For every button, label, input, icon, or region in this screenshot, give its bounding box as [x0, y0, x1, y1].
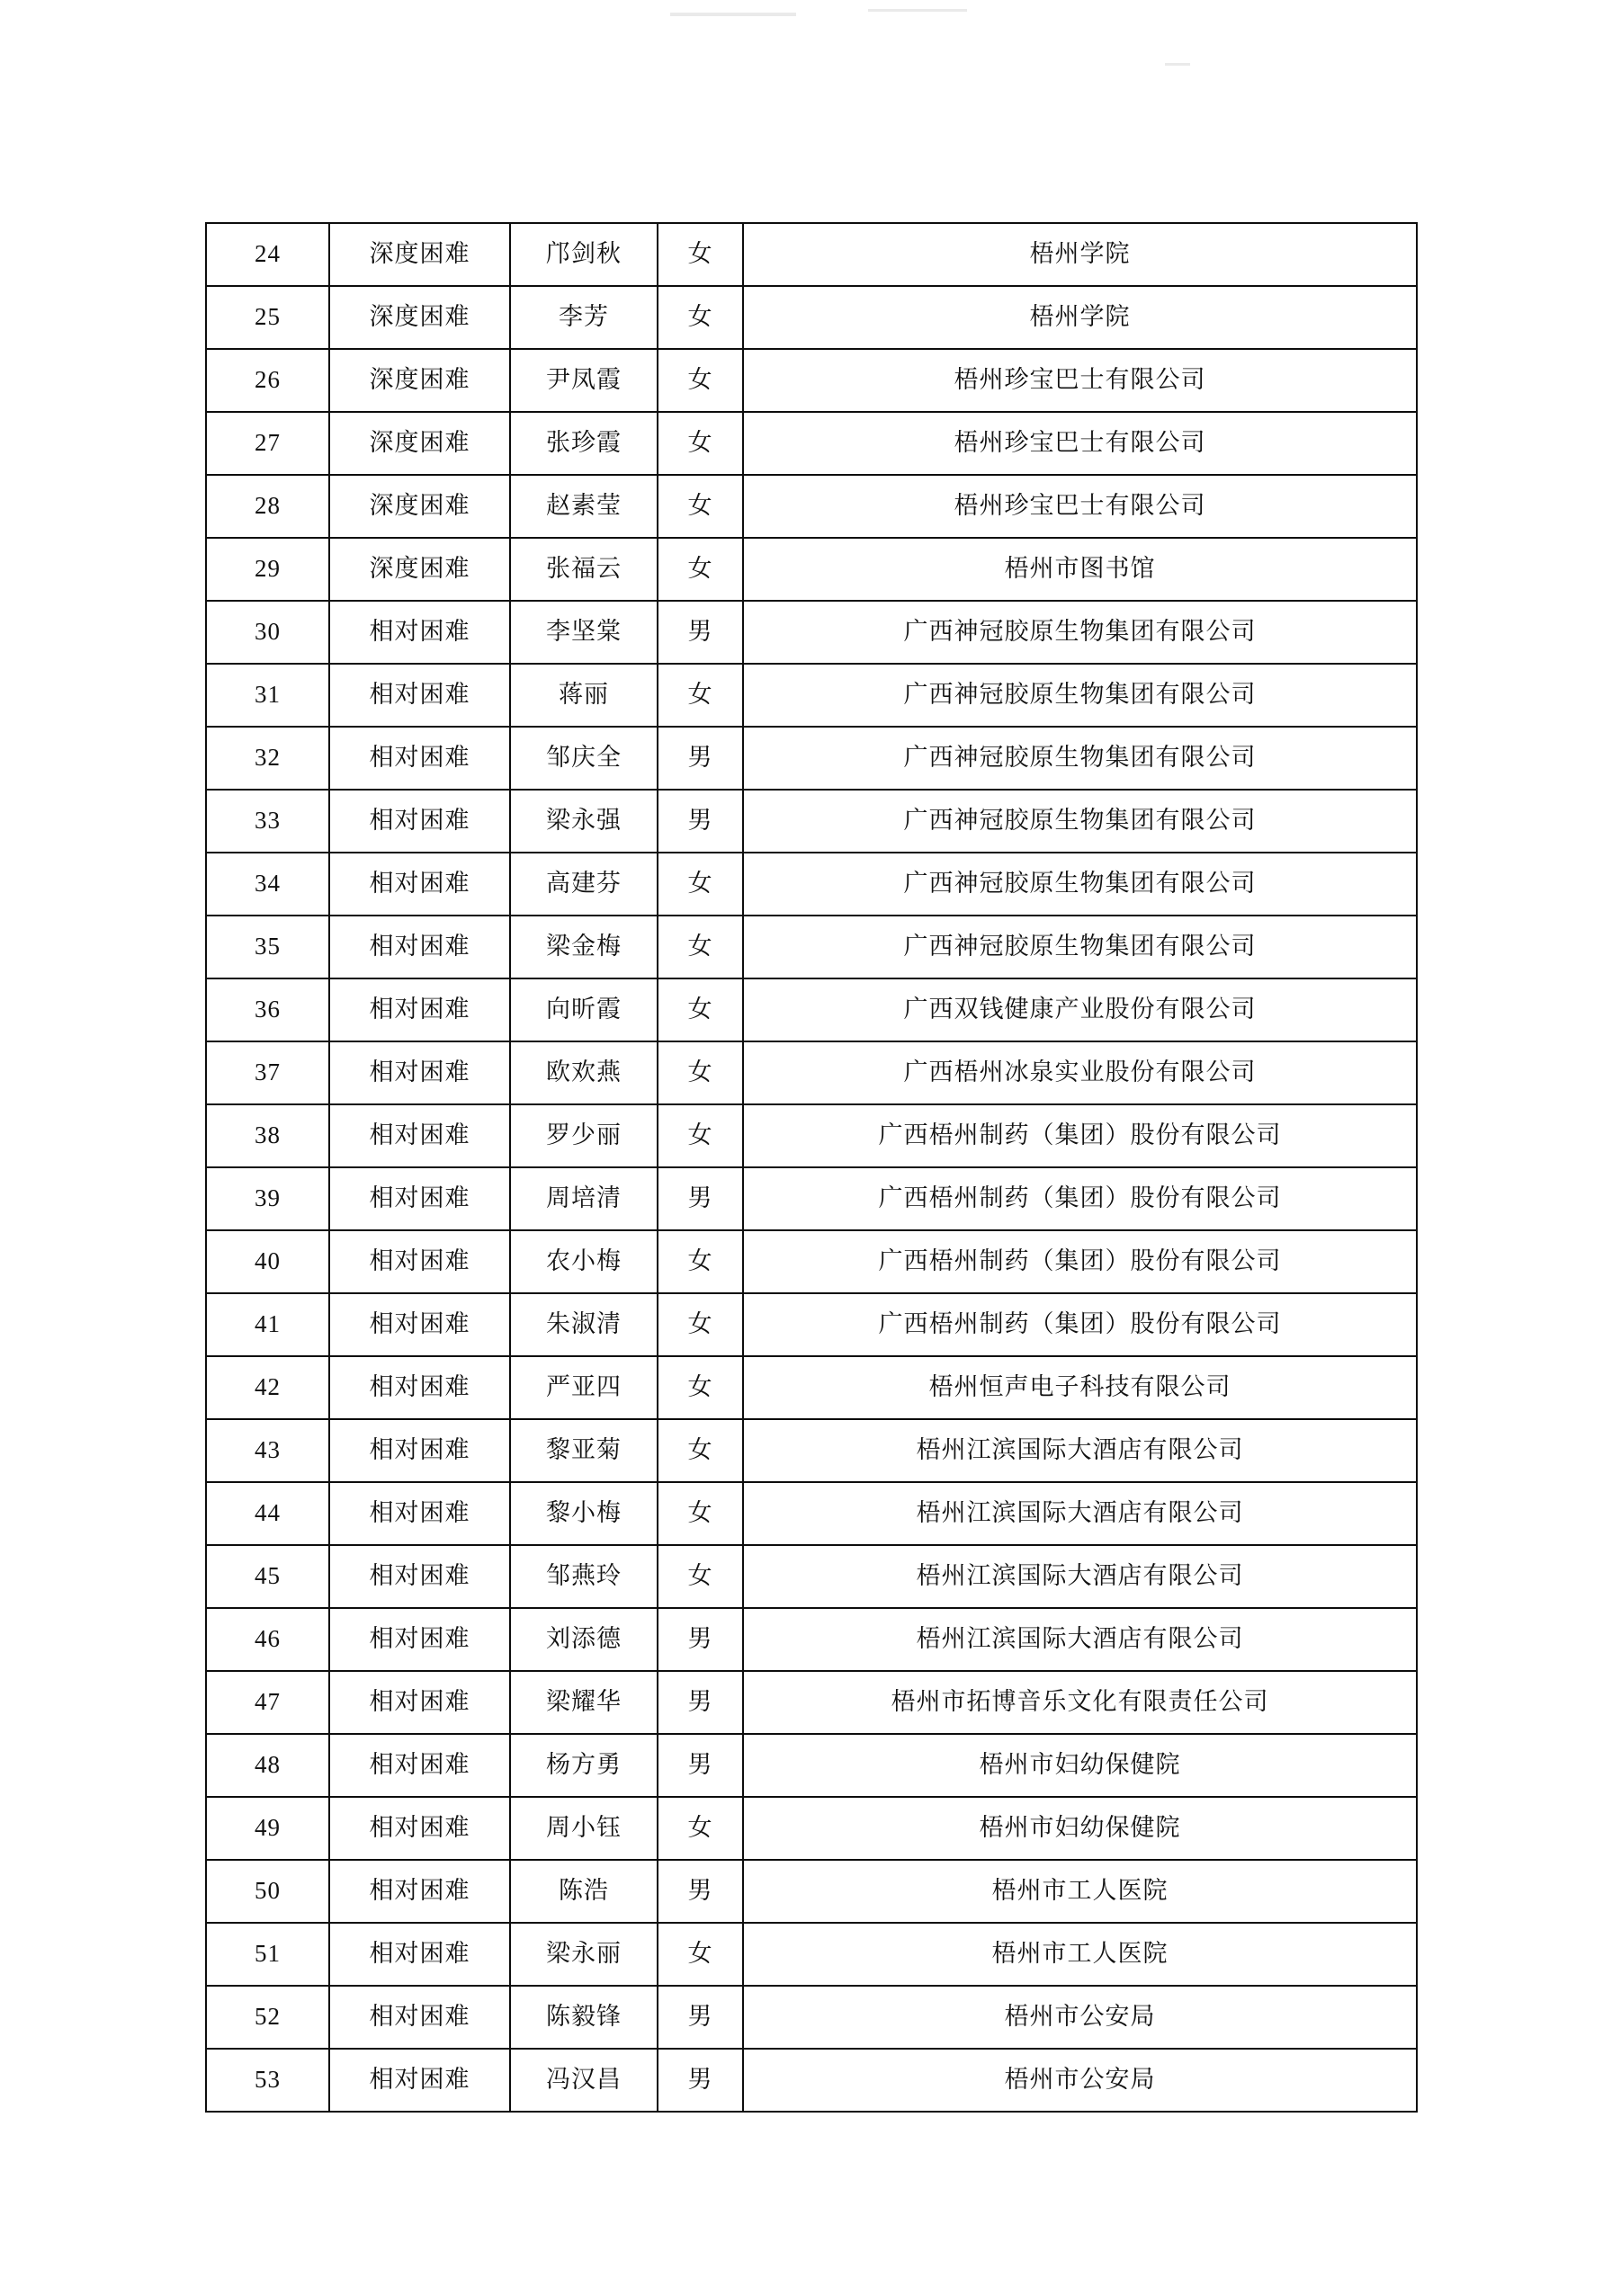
- cell-sex: 男: [658, 601, 743, 664]
- cell-index: 38: [206, 1104, 329, 1167]
- cell-sex: 女: [658, 223, 743, 286]
- cell-category: 相对困难: [329, 1797, 510, 1860]
- table-row: [206, 1608, 1417, 1671]
- cell-sex: 男: [658, 727, 743, 790]
- table-row: [206, 601, 1417, 664]
- cell-category: 相对困难: [329, 1986, 510, 2049]
- cell-name: 周培清: [510, 1167, 658, 1230]
- cell-unit: 梧州江滨国际大酒店有限公司: [743, 1608, 1417, 1671]
- table-row: [206, 1734, 1417, 1797]
- cell-name: 李芳: [510, 286, 658, 349]
- cell-index: 25: [206, 286, 329, 349]
- cell-category: 相对困难: [329, 1545, 510, 1608]
- cell-index: 35: [206, 916, 329, 978]
- cell-unit: 广西神冠胶原生物集团有限公司: [743, 664, 1417, 727]
- cell-index: 37: [206, 1041, 329, 1104]
- cell-category: 深度困难: [329, 349, 510, 412]
- cell-unit: 广西神冠胶原生物集团有限公司: [743, 601, 1417, 664]
- cell-name: 陈浩: [510, 1860, 658, 1923]
- cell-sex: 女: [658, 1104, 743, 1167]
- cell-index: 42: [206, 1356, 329, 1419]
- cell-sex: 女: [658, 1545, 743, 1608]
- cell-name: 邹燕玲: [510, 1545, 658, 1608]
- cell-unit: 梧州市图书馆: [743, 538, 1417, 601]
- cell-category: 相对困难: [329, 1608, 510, 1671]
- cell-unit: 梧州恒声电子科技有限公司: [743, 1356, 1417, 1419]
- table-row: [206, 1419, 1417, 1482]
- cell-unit: 梧州江滨国际大酒店有限公司: [743, 1545, 1417, 1608]
- cell-unit: 梧州市妇幼保健院: [743, 1797, 1417, 1860]
- scan-artifact: [670, 13, 796, 16]
- table-row: [206, 475, 1417, 538]
- cell-index: 36: [206, 978, 329, 1041]
- cell-index: 43: [206, 1419, 329, 1482]
- scan-artifact: [1165, 63, 1190, 66]
- cell-name: 张福云: [510, 538, 658, 601]
- roster-table-body: [206, 223, 1417, 2112]
- cell-name: 冯汉昌: [510, 2049, 658, 2112]
- cell-sex: 女: [658, 664, 743, 727]
- cell-name: 农小梅: [510, 1230, 658, 1293]
- cell-unit: 广西神冠胶原生物集团有限公司: [743, 790, 1417, 853]
- cell-category: 相对困难: [329, 1293, 510, 1356]
- cell-index: 30: [206, 601, 329, 664]
- cell-sex: 女: [658, 1419, 743, 1482]
- cell-name: 梁永丽: [510, 1923, 658, 1986]
- cell-category: 相对困难: [329, 978, 510, 1041]
- cell-name: 向昕霞: [510, 978, 658, 1041]
- cell-sex: 男: [658, 1167, 743, 1230]
- cell-category: 相对困难: [329, 790, 510, 853]
- cell-name: 梁永强: [510, 790, 658, 853]
- cell-name: 黎亚菊: [510, 1419, 658, 1482]
- cell-name: 高建芬: [510, 853, 658, 916]
- cell-name: 严亚四: [510, 1356, 658, 1419]
- cell-index: 50: [206, 1860, 329, 1923]
- cell-sex: 女: [658, 853, 743, 916]
- cell-name: 赵素莹: [510, 475, 658, 538]
- cell-index: 44: [206, 1482, 329, 1545]
- table-row: [206, 664, 1417, 727]
- cell-category: 深度困难: [329, 223, 510, 286]
- table-row: [206, 1671, 1417, 1734]
- cell-unit: 广西神冠胶原生物集团有限公司: [743, 727, 1417, 790]
- cell-name: 周小钰: [510, 1797, 658, 1860]
- cell-name: 尹凤霞: [510, 349, 658, 412]
- cell-sex: 女: [658, 286, 743, 349]
- cell-category: 相对困难: [329, 1734, 510, 1797]
- table-row: [206, 286, 1417, 349]
- table-row: [206, 349, 1417, 412]
- cell-unit: 梧州市妇幼保健院: [743, 1734, 1417, 1797]
- cell-sex: 女: [658, 475, 743, 538]
- cell-sex: 女: [658, 916, 743, 978]
- cell-sex: 男: [658, 1671, 743, 1734]
- cell-category: 相对困难: [329, 727, 510, 790]
- cell-category: 相对困难: [329, 1482, 510, 1545]
- cell-index: 46: [206, 1608, 329, 1671]
- cell-unit: 广西神冠胶原生物集团有限公司: [743, 853, 1417, 916]
- cell-sex: 女: [658, 1356, 743, 1419]
- cell-index: 34: [206, 853, 329, 916]
- cell-sex: 女: [658, 1293, 743, 1356]
- cell-index: 49: [206, 1797, 329, 1860]
- table-row: [206, 1167, 1417, 1230]
- table-row: [206, 978, 1417, 1041]
- cell-index: 26: [206, 349, 329, 412]
- cell-name: 邹庆全: [510, 727, 658, 790]
- cell-index: 39: [206, 1167, 329, 1230]
- cell-name: 欧欢燕: [510, 1041, 658, 1104]
- cell-name: 张珍霞: [510, 412, 658, 475]
- cell-sex: 女: [658, 978, 743, 1041]
- table-row: [206, 412, 1417, 475]
- cell-category: 相对困难: [329, 1230, 510, 1293]
- cell-unit: 梧州市拓博音乐文化有限责任公司: [743, 1671, 1417, 1734]
- cell-index: 32: [206, 727, 329, 790]
- table-row: [206, 727, 1417, 790]
- table-row: [206, 790, 1417, 853]
- cell-unit: 梧州江滨国际大酒店有限公司: [743, 1482, 1417, 1545]
- table-row: [206, 223, 1417, 286]
- cell-unit: 梧州珍宝巴士有限公司: [743, 412, 1417, 475]
- table-row: [206, 1293, 1417, 1356]
- cell-index: 47: [206, 1671, 329, 1734]
- cell-unit: 广西梧州制药（集团）股份有限公司: [743, 1104, 1417, 1167]
- cell-category: 相对困难: [329, 1356, 510, 1419]
- cell-sex: 男: [658, 2049, 743, 2112]
- table-row: [206, 538, 1417, 601]
- cell-name: 邝剑秋: [510, 223, 658, 286]
- cell-category: 相对困难: [329, 1671, 510, 1734]
- cell-sex: 女: [658, 1230, 743, 1293]
- cell-index: 48: [206, 1734, 329, 1797]
- table-row: [206, 1860, 1417, 1923]
- cell-name: 杨方勇: [510, 1734, 658, 1797]
- cell-unit: 广西梧州制药（集团）股份有限公司: [743, 1167, 1417, 1230]
- table-row: [206, 2049, 1417, 2112]
- cell-index: 28: [206, 475, 329, 538]
- cell-sex: 女: [658, 1041, 743, 1104]
- cell-category: 深度困难: [329, 412, 510, 475]
- table-row: [206, 1482, 1417, 1545]
- cell-index: 27: [206, 412, 329, 475]
- table-row: [206, 1923, 1417, 1986]
- cell-name: 刘添德: [510, 1608, 658, 1671]
- cell-unit: 广西双钱健康产业股份有限公司: [743, 978, 1417, 1041]
- cell-category: 相对困难: [329, 853, 510, 916]
- cell-sex: 女: [658, 412, 743, 475]
- cell-unit: 梧州市工人医院: [743, 1923, 1417, 1986]
- cell-category: 相对困难: [329, 1419, 510, 1482]
- cell-name: 陈毅锋: [510, 1986, 658, 2049]
- cell-category: 相对困难: [329, 1041, 510, 1104]
- cell-unit: 梧州学院: [743, 286, 1417, 349]
- cell-unit: 梧州市公安局: [743, 1986, 1417, 2049]
- cell-index: 29: [206, 538, 329, 601]
- cell-name: 罗少丽: [510, 1104, 658, 1167]
- cell-sex: 男: [658, 1986, 743, 2049]
- roster-table: [205, 222, 1418, 2113]
- table-row: [206, 1356, 1417, 1419]
- cell-category: 相对困难: [329, 1167, 510, 1230]
- table-row: [206, 1797, 1417, 1860]
- cell-name: 朱淑清: [510, 1293, 658, 1356]
- cell-unit: 梧州学院: [743, 223, 1417, 286]
- table-row: [206, 1986, 1417, 2049]
- cell-sex: 男: [658, 1608, 743, 1671]
- cell-sex: 男: [658, 790, 743, 853]
- cell-category: 相对困难: [329, 1860, 510, 1923]
- cell-category: 相对困难: [329, 664, 510, 727]
- cell-sex: 男: [658, 1860, 743, 1923]
- table-row: [206, 916, 1417, 978]
- cell-unit: 广西梧州制药（集团）股份有限公司: [743, 1293, 1417, 1356]
- cell-sex: 女: [658, 1923, 743, 1986]
- cell-unit: 梧州市公安局: [743, 2049, 1417, 2112]
- cell-category: 相对困难: [329, 2049, 510, 2112]
- table-row: [206, 1545, 1417, 1608]
- cell-index: 51: [206, 1923, 329, 1986]
- cell-category: 深度困难: [329, 475, 510, 538]
- cell-index: 53: [206, 2049, 329, 2112]
- cell-unit: 梧州珍宝巴士有限公司: [743, 475, 1417, 538]
- cell-category: 相对困难: [329, 916, 510, 978]
- cell-unit: 广西梧州制药（集团）股份有限公司: [743, 1230, 1417, 1293]
- cell-category: 相对困难: [329, 601, 510, 664]
- cell-index: 31: [206, 664, 329, 727]
- cell-name: 蒋丽: [510, 664, 658, 727]
- cell-unit: 梧州珍宝巴士有限公司: [743, 349, 1417, 412]
- cell-category: 相对困难: [329, 1923, 510, 1986]
- cell-category: 深度困难: [329, 286, 510, 349]
- cell-name: 黎小梅: [510, 1482, 658, 1545]
- cell-sex: 女: [658, 538, 743, 601]
- cell-unit: 梧州江滨国际大酒店有限公司: [743, 1419, 1417, 1482]
- cell-category: 相对困难: [329, 1104, 510, 1167]
- cell-name: 梁耀华: [510, 1671, 658, 1734]
- table-row: [206, 1041, 1417, 1104]
- table-row: [206, 853, 1417, 916]
- cell-index: 45: [206, 1545, 329, 1608]
- cell-index: 41: [206, 1293, 329, 1356]
- scan-artifact: [868, 9, 967, 12]
- cell-sex: 女: [658, 1482, 743, 1545]
- cell-sex: 男: [658, 1734, 743, 1797]
- cell-unit: 广西神冠胶原生物集团有限公司: [743, 916, 1417, 978]
- cell-index: 40: [206, 1230, 329, 1293]
- cell-name: 梁金梅: [510, 916, 658, 978]
- cell-index: 24: [206, 223, 329, 286]
- cell-sex: 女: [658, 1797, 743, 1860]
- cell-sex: 女: [658, 349, 743, 412]
- table-row: [206, 1230, 1417, 1293]
- cell-category: 深度困难: [329, 538, 510, 601]
- cell-name: 李坚棠: [510, 601, 658, 664]
- cell-index: 33: [206, 790, 329, 853]
- cell-unit: 梧州市工人医院: [743, 1860, 1417, 1923]
- table-row: [206, 1104, 1417, 1167]
- cell-unit: 广西梧州冰泉实业股份有限公司: [743, 1041, 1417, 1104]
- roster-table-container: [205, 222, 1416, 2113]
- cell-index: 52: [206, 1986, 329, 2049]
